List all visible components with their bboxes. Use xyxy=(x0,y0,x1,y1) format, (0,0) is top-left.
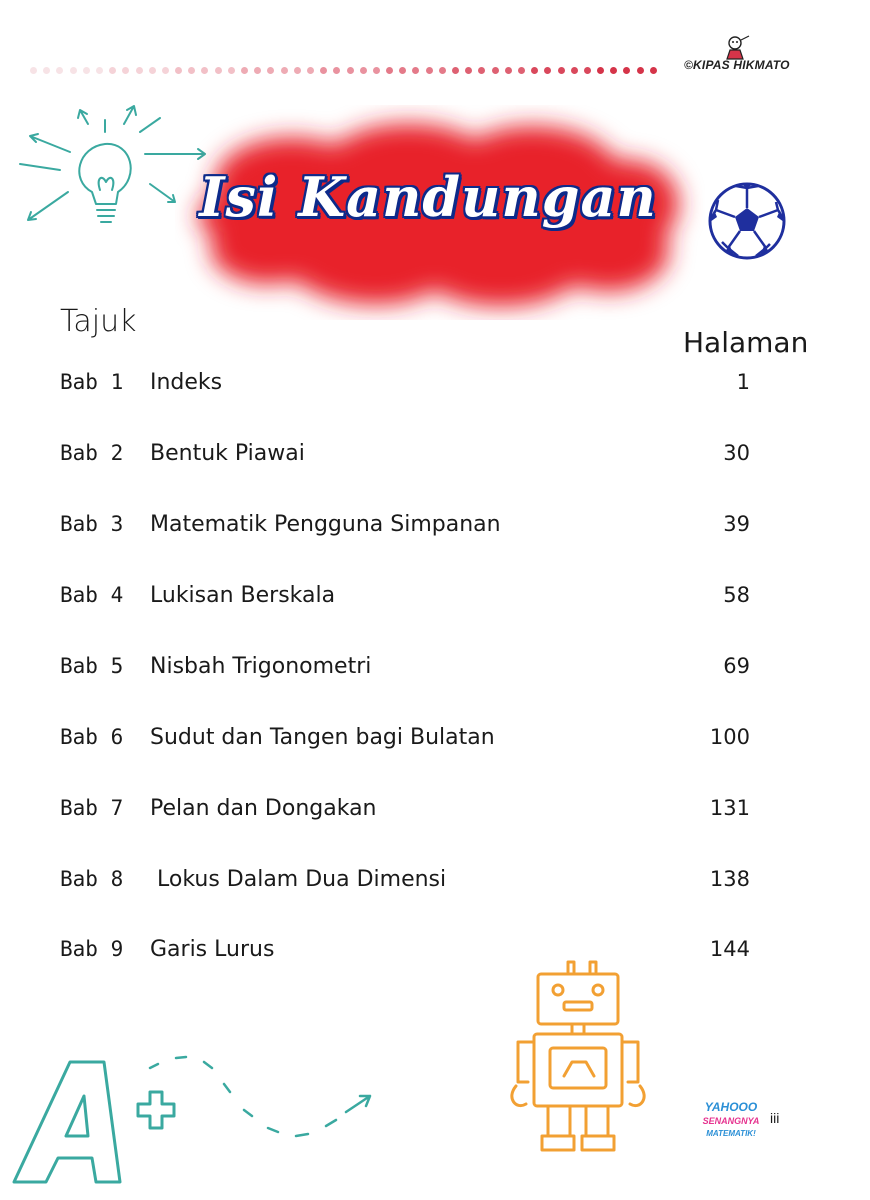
a-plus-icon xyxy=(0,1040,400,1190)
chapter-title: Matematik Pengguna Simpanan xyxy=(150,511,501,537)
header-dot xyxy=(623,67,630,74)
header-dot xyxy=(96,67,103,74)
header-dot xyxy=(439,67,446,74)
header-dot xyxy=(241,67,248,74)
chapter-label: Bab 4 xyxy=(60,583,124,607)
brand-name: ©KIPAS HIKMATO xyxy=(684,58,790,72)
series-logo xyxy=(698,1097,764,1141)
chapter-title: Sudut dan Tangen bagi Bulatan xyxy=(150,724,495,750)
header-dot xyxy=(465,67,472,74)
header-dot xyxy=(56,67,63,74)
chapter-label: Bab 6 xyxy=(60,725,124,749)
heading-topic: Tajuk xyxy=(60,304,137,339)
chapter-row[interactable] xyxy=(60,859,750,899)
header-dot xyxy=(30,67,37,74)
chapter-page: 39 xyxy=(723,512,750,536)
chapter-label: Bab 5 xyxy=(60,654,124,678)
chapter-title: Bentuk Piawai xyxy=(150,440,305,466)
chapter-row[interactable] xyxy=(60,504,750,544)
header-dot xyxy=(399,67,406,74)
page-number: iii xyxy=(770,1110,780,1126)
header-dot xyxy=(333,67,340,74)
header-dot xyxy=(637,67,644,74)
header-dot xyxy=(544,67,551,74)
chapter-page: 100 xyxy=(709,725,750,749)
header-dot xyxy=(149,67,156,74)
header-dot xyxy=(175,67,182,74)
header-dot xyxy=(215,67,222,74)
chapter-page: 58 xyxy=(723,583,750,607)
header-dot xyxy=(505,67,512,74)
header-dot xyxy=(531,67,538,74)
chapter-title: Lukisan Berskala xyxy=(150,582,336,608)
chapter-row[interactable] xyxy=(60,646,750,686)
chapter-title: Pelan dan Dongakan xyxy=(150,795,377,821)
header-dot xyxy=(281,67,288,74)
chapter-row[interactable] xyxy=(60,788,750,828)
header-dot xyxy=(122,67,129,74)
header-dot xyxy=(109,67,116,74)
chapter-page: 144 xyxy=(709,937,750,961)
chapter-label: Bab 8 xyxy=(60,867,124,891)
chapter-title: Nisbah Trigonometri xyxy=(150,653,372,679)
chapter-page: 69 xyxy=(723,654,750,678)
header-dot xyxy=(386,67,393,74)
chapter-label: Bab 9 xyxy=(60,937,124,961)
header-dot xyxy=(347,67,354,74)
header-dot xyxy=(360,67,367,74)
header-dot-strip xyxy=(30,64,670,76)
header-dot xyxy=(254,67,261,74)
header-dot xyxy=(518,67,525,74)
header-dot xyxy=(558,67,565,74)
header-dot xyxy=(610,67,617,74)
header-dot xyxy=(188,67,195,74)
header-dot xyxy=(650,67,657,74)
chapter-row[interactable] xyxy=(60,717,750,757)
header-dot xyxy=(492,67,499,74)
chapter-row[interactable] xyxy=(60,433,750,473)
chapter-title: Garis Lurus xyxy=(150,936,275,962)
header-dot xyxy=(136,67,143,74)
chapter-title: Indeks xyxy=(150,369,223,395)
soccer-ball-icon xyxy=(706,180,788,262)
header-dot xyxy=(452,67,459,74)
header-dot xyxy=(307,67,314,74)
header-dot xyxy=(426,67,433,74)
header-dot xyxy=(597,67,604,74)
chapter-label: Bab 3 xyxy=(60,512,124,536)
chapter-label: Bab 1 xyxy=(60,370,124,394)
header-dot xyxy=(584,67,591,74)
chapter-page: 138 xyxy=(709,867,750,891)
header-dot xyxy=(162,67,169,74)
chapter-page: 131 xyxy=(709,796,750,820)
header-dot xyxy=(373,67,380,74)
robot-icon xyxy=(508,958,648,1158)
logo-line: MATEMATIK! xyxy=(706,1129,756,1138)
chapter-title: Lokus Dalam Dua Dimensi xyxy=(150,866,447,892)
chapter-page: 1 xyxy=(736,370,750,394)
header-dot xyxy=(267,67,274,74)
header-dot xyxy=(294,67,301,74)
chapter-row[interactable] xyxy=(60,362,750,402)
logo-line: YAHOOO xyxy=(704,1100,758,1114)
chapter-label: Bab 7 xyxy=(60,796,124,820)
header-dot xyxy=(478,67,485,74)
header-dot xyxy=(320,67,327,74)
header-dot xyxy=(43,67,50,74)
chapter-page: 30 xyxy=(723,441,750,465)
header-dot xyxy=(83,67,90,74)
chapter-row[interactable] xyxy=(60,575,750,615)
heading-page: Halaman xyxy=(683,326,809,359)
header-dot xyxy=(201,67,208,74)
header-dot xyxy=(70,67,77,74)
header-dot xyxy=(228,67,235,74)
header-dot xyxy=(412,67,419,74)
page-title: Isi Kandungan xyxy=(199,165,657,229)
logo-line: SENANGNYA xyxy=(702,1116,760,1126)
chapter-label: Bab 2 xyxy=(60,441,124,465)
header-dot xyxy=(571,67,578,74)
